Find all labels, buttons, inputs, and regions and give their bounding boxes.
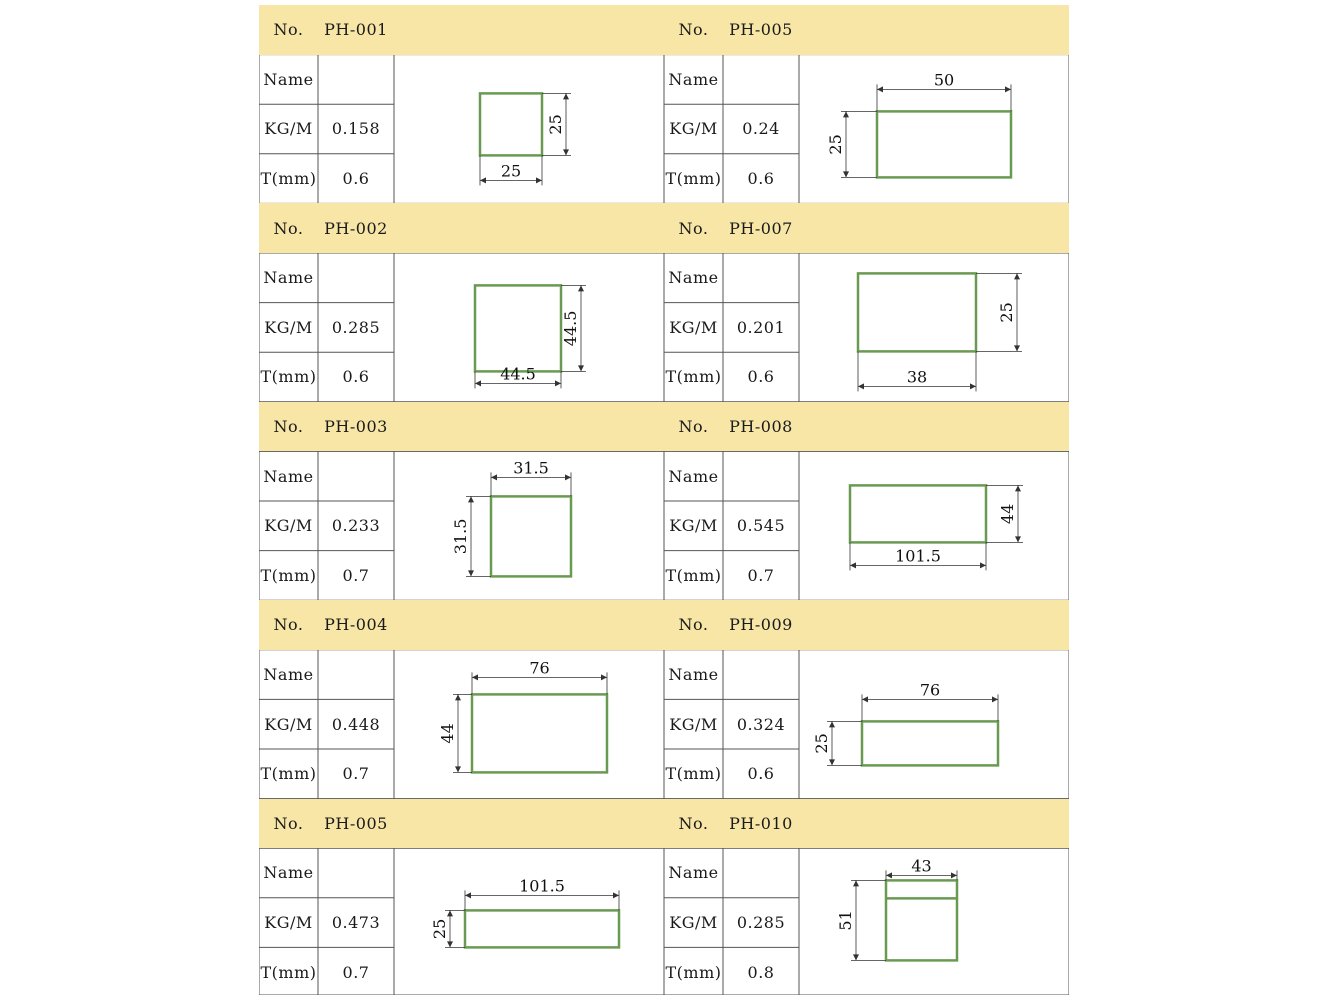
kgm-label: KG/M	[264, 714, 313, 734]
t-value: 0.7	[342, 565, 370, 585]
name-label: Name	[263, 69, 314, 89]
kgm-label: KG/M	[669, 516, 718, 536]
width-dimension-label: 44.5	[500, 364, 536, 384]
profile-drawing	[394, 650, 664, 799]
kgm-label: KG/M	[264, 516, 313, 536]
profile-block-left-5	[259, 799, 664, 997]
profile-drawing	[394, 848, 664, 997]
height-dimension-label: 31.5	[451, 518, 470, 555]
name-value	[318, 650, 394, 700]
name-label: Name	[263, 863, 314, 883]
profile-drawing	[799, 650, 1069, 799]
t-label: T(mm)	[260, 764, 317, 784]
header-filler	[394, 799, 664, 849]
profile-block-left-3	[259, 402, 664, 600]
profile-block-right-4	[664, 600, 1069, 798]
profile-drawing	[394, 55, 664, 204]
profile-spec-sheet	[259, 5, 1069, 995]
width-dimension-label: 101.5	[895, 546, 941, 566]
name-value	[318, 848, 394, 898]
profile-drawing	[799, 848, 1069, 997]
t-label: T(mm)	[665, 764, 722, 784]
t-label: T(mm)	[665, 367, 722, 387]
no-label: No.	[259, 799, 318, 849]
kgm-label: KG/M	[264, 317, 313, 337]
kgm-label: KG/M	[669, 119, 718, 139]
kgm-value: 0.201	[736, 317, 786, 337]
header-filler	[394, 5, 664, 55]
header-filler	[799, 5, 1069, 55]
name-value	[318, 253, 394, 303]
no-value: PH-007	[723, 203, 799, 253]
no-label: No.	[664, 799, 723, 849]
t-value: 0.6	[747, 169, 775, 189]
t-value: 0.6	[342, 169, 370, 189]
profile-outline	[480, 93, 542, 155]
profile-drawing	[799, 253, 1069, 402]
kgm-value: 0.324	[736, 714, 786, 734]
no-label: No.	[259, 203, 318, 253]
profile-drawing	[394, 451, 664, 600]
t-label: T(mm)	[665, 169, 722, 189]
no-value: PH-001	[318, 5, 394, 55]
height-dimension-label: 25	[430, 918, 449, 940]
header-filler	[394, 600, 664, 650]
no-label: No.	[664, 402, 723, 452]
kgm-value: 0.158	[331, 119, 381, 139]
kgm-value: 0.545	[736, 516, 786, 536]
profile-outline	[886, 881, 957, 961]
no-value: PH-008	[723, 402, 799, 452]
no-label: No.	[664, 600, 723, 650]
height-dimension-label: 25	[997, 302, 1016, 323]
width-dimension-label: 31.5	[513, 458, 549, 478]
profile-outline	[858, 273, 976, 351]
profile-outline	[862, 721, 998, 765]
header-filler	[394, 402, 664, 452]
t-value: 0.7	[342, 962, 370, 982]
width-dimension-label: 76	[529, 658, 550, 678]
profile-outline	[465, 911, 619, 948]
height-dimension-label: 44.5	[561, 310, 580, 347]
name-label: Name	[668, 268, 719, 288]
kgm-value: 0.448	[331, 714, 381, 734]
kgm-label: KG/M	[669, 317, 718, 337]
kgm-value: 0.285	[736, 913, 786, 933]
kgm-label: KG/M	[669, 714, 718, 734]
t-label: T(mm)	[260, 565, 317, 585]
profile-block-left-1	[259, 5, 664, 203]
header-filler	[394, 203, 664, 253]
kgm-value: 0.24	[742, 119, 780, 139]
kgm-value: 0.233	[331, 516, 381, 536]
name-value	[318, 451, 394, 501]
height-dimension-label: 44	[438, 723, 457, 744]
no-label: No.	[664, 5, 723, 55]
t-label: T(mm)	[665, 565, 722, 585]
profile-drawing	[799, 55, 1069, 204]
profile-drawing	[799, 451, 1069, 600]
width-dimension-label: 38	[906, 367, 928, 387]
height-dimension-label: 51	[836, 910, 855, 931]
header-filler	[799, 799, 1069, 849]
height-dimension-label: 25	[826, 133, 845, 155]
t-label: T(mm)	[665, 962, 722, 982]
profile-drawing	[394, 253, 664, 402]
width-dimension-label: 101.5	[519, 876, 565, 896]
profile-outline	[475, 285, 561, 371]
no-label: No.	[664, 203, 723, 253]
profile-outline	[472, 694, 607, 772]
profile-outline	[877, 111, 1011, 177]
profile-block-right-5	[664, 799, 1069, 997]
kgm-label: KG/M	[264, 913, 313, 933]
name-label: Name	[263, 665, 314, 685]
height-dimension-label: 25	[812, 733, 831, 754]
width-dimension-label: 50	[933, 69, 955, 89]
profile-block-right-2	[664, 203, 1069, 401]
no-value: PH-004	[318, 600, 394, 650]
kgm-label: KG/M	[264, 119, 313, 139]
profile-outline	[850, 486, 986, 543]
t-value: 0.6	[747, 367, 775, 387]
no-value: PH-010	[723, 799, 799, 849]
no-value: PH-009	[723, 600, 799, 650]
name-value	[318, 55, 394, 105]
profile-block-left-2	[259, 203, 664, 401]
width-dimension-label: 25	[500, 160, 522, 180]
no-label: No.	[259, 5, 318, 55]
no-label: No.	[259, 600, 318, 650]
no-value: PH-005	[723, 5, 799, 55]
height-dimension-label: 25	[546, 113, 565, 135]
name-label: Name	[668, 863, 719, 883]
name-label: Name	[668, 466, 719, 486]
name-value	[723, 253, 799, 303]
height-dimension-label: 44	[998, 504, 1017, 525]
name-value	[723, 848, 799, 898]
name-value	[723, 650, 799, 700]
t-value: 0.6	[747, 764, 775, 784]
no-value: PH-005	[318, 799, 394, 849]
t-value: 0.8	[747, 962, 775, 982]
profile-outline	[491, 497, 571, 577]
name-label: Name	[263, 466, 314, 486]
profile-block-right-3	[664, 402, 1069, 600]
name-label: Name	[668, 665, 719, 685]
kgm-value: 0.473	[331, 913, 381, 933]
header-filler	[799, 402, 1069, 452]
name-label: Name	[668, 69, 719, 89]
t-value: 0.7	[747, 565, 775, 585]
t-label: T(mm)	[260, 962, 317, 982]
t-label: T(mm)	[260, 367, 317, 387]
t-value: 0.6	[342, 367, 370, 387]
t-value: 0.7	[342, 764, 370, 784]
kgm-label: KG/M	[669, 913, 718, 933]
header-filler	[799, 600, 1069, 650]
t-label: T(mm)	[260, 169, 317, 189]
header-filler	[799, 203, 1069, 253]
width-dimension-label: 76	[919, 680, 941, 700]
no-value: PH-002	[318, 203, 394, 253]
kgm-value: 0.285	[331, 317, 381, 337]
width-dimension-label: 43	[911, 856, 932, 876]
profile-block-left-4	[259, 600, 664, 798]
profile-block-right-1	[664, 5, 1069, 203]
name-value	[723, 55, 799, 105]
name-value	[723, 451, 799, 501]
name-label: Name	[263, 268, 314, 288]
no-value: PH-003	[318, 402, 394, 452]
no-label: No.	[259, 402, 318, 452]
